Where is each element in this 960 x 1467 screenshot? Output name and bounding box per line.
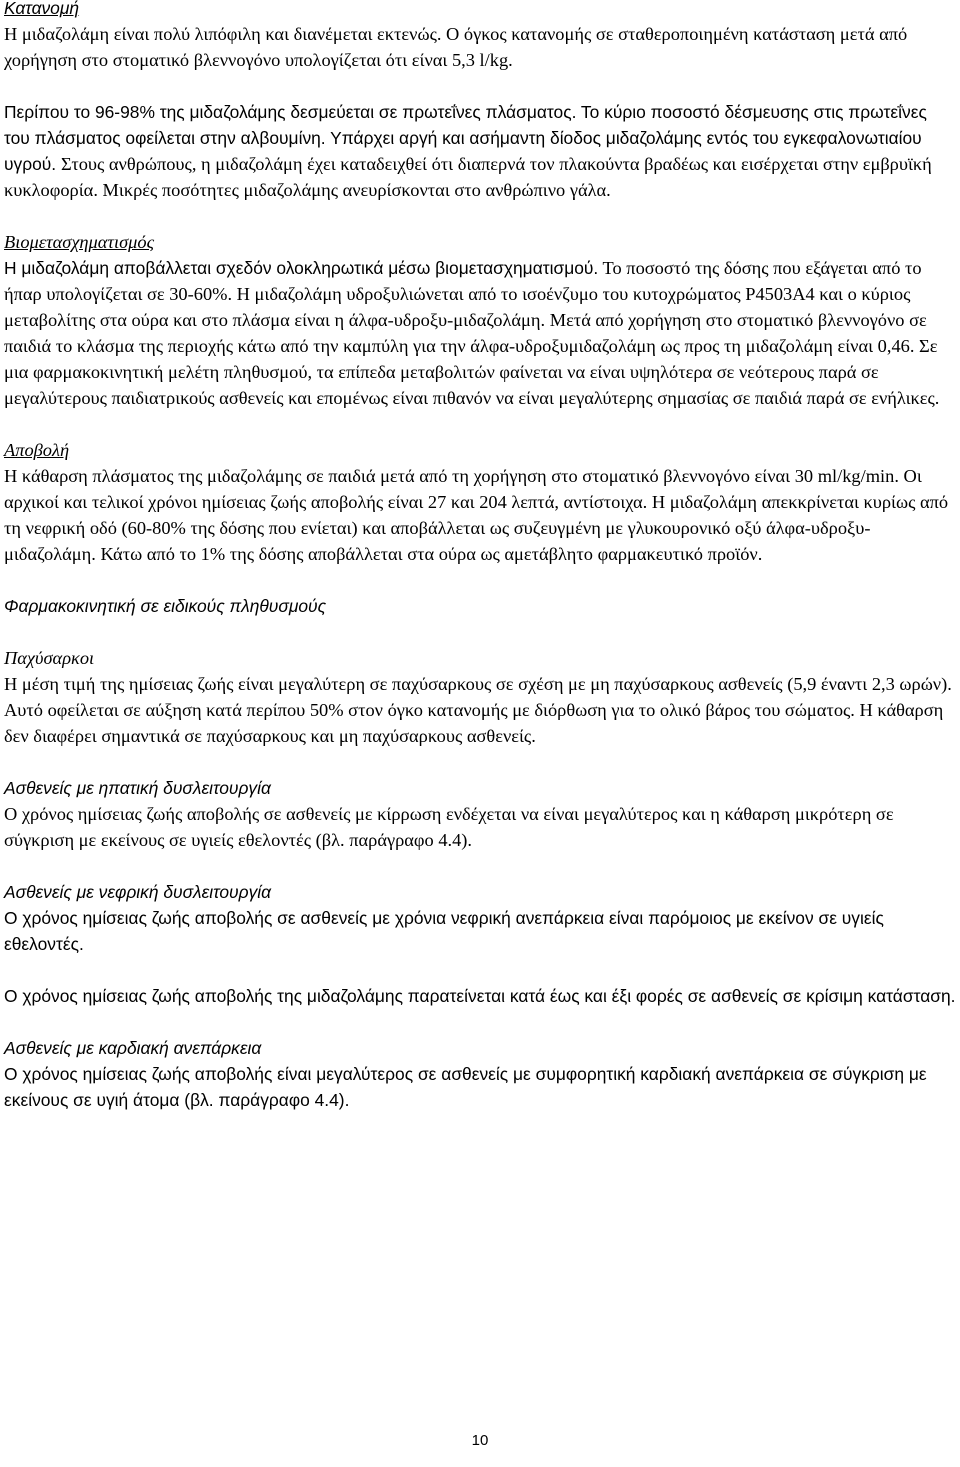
distribution-paragraph-2-sans: Περίπου το 96-98% της μιδαζολάμης δεσμεύεται σε πρωτεΐνες πλάσματος. Το κύριο ποσοστό δέσμευσης στις πρωτεΐνες του πλάσματος οφείλεται στην αλβουμίνη. Υπάρχει αργή και ασήμαντη δίοδος μιδαζολάμης εντός του εγκεφαλονωτιαίου υγρού. (4, 102, 927, 174)
cardiac-section (0, 1035, 958, 1113)
obese-section (0, 645, 958, 749)
cardiac-paragraph: Ο χρόνος ημίσειας ζωής αποβολής είναι μεγαλύτερος σε ασθενείς με συμφορητική καρδιακή ανεπάρκεια σε σύγκριση με εκείνους σε υγιή άτομα (βλ. παράγραφο 4.4). (4, 1064, 927, 1110)
hepatic-heading: Ασθενείς με ηπατική δυσλειτουργία (4, 778, 271, 798)
renal-section (0, 879, 958, 957)
renal-heading: Ασθενείς με νεφρική δυσλειτουργία (4, 882, 272, 902)
elimination-heading: Αποβολή (4, 440, 70, 460)
hepatic-paragraph: Ο χρόνος ημίσειας ζωής αποβολής σε ασθενείς με κίρρωση ενδέχεται να είναι μεγαλύτερος και η κάθαρση μικρότερη σε σύγκριση με εκείνους σε υγιείς εθελοντές (βλ. παράγραφο 4.4). (4, 804, 894, 850)
distribution-paragraph-2 (4, 99, 956, 203)
biotransformation-heading: Βιομετασχηματισμός (4, 232, 155, 252)
distribution-section (0, 0, 958, 203)
obese-paragraph: Η μέση τιμή της ημίσειας ζωής είναι μεγαλύτερη σε παχύσαρκους σε σχέση με μη παχύσαρκους ασθενείς (5,9 έναντι 2,3 ωρών). Αυτό οφείλεται σε αύξηση κατά περίπου 50% στον όγκο κατανομής με διόρθωση για το ολικό βάρος του σώματος. Η κάθαρση δεν διαφέρει σημαντικά σε παχύσαρκους και μη παχύσαρκους ασθενείς. (4, 674, 952, 746)
special-populations-section (0, 593, 958, 619)
special-populations-heading: Φαρμακοκινητική σε ειδικούς πληθυσμούς (4, 596, 327, 616)
distribution-heading: Κατανομή (4, 0, 80, 18)
critical-paragraph: Ο χρόνος ημίσειας ζωής αποβολής της μιδαζολάμης παρατείνεται κατά έως και έξι φορές σε ασθενείς σε κρίσιμη κατάσταση. (4, 986, 956, 1006)
renal-paragraph: Ο χρόνος ημίσειας ζωής αποβολής σε ασθενείς με χρόνια νεφρική ανεπάρκεια είναι παρόμοιος με εκείνον σε υγιείς εθελοντές. (4, 908, 884, 954)
distribution-paragraph-1: Η μιδαζολάμη είναι πολύ λιπόφιλη και διανέμεται εκτενώς. Ο όγκος κατανομής σε σταθεροποιημένη κατάσταση μετά από χορήγηση στο στοματικό βλεννογόνο υπολογίζεται ότι είναι 5,3 l/kg. (4, 24, 908, 70)
elimination-paragraph: Η κάθαρση πλάσματος της μιδαζολάμης σε παιδιά μετά από τη χορήγηση στο στοματικό βλεννογόνο είναι 30 ml/kg/min. Οι αρχικοί και τελικοί χρόνοι ημίσειας ζωής αποβολής είναι 27 και 204 λεπτά, αντίστοιχα. Η μιδαζολάμη απεκκρίνεται κυρίως από τη νεφρική οδό (60-80% της δόσης που ενίεται) και αποβάλλεται ως συζευγμένη με γλυκουρονικό οξύ άλφα-υδροξυ-μιδαζολάμη. Κάτω από το 1% της δόσης αποβάλλεται στα ούρα ως αμετάβλητο φαρμακευτικό προϊόν. (4, 466, 949, 564)
biotransformation-paragraph (4, 255, 956, 411)
biotransformation-paragraph-serif: Το ποσοστό της δόσης που εξάγεται από το ήπαρ υπολογίζεται σε 30-60%. Η μιδαζολάμη υδροξυλιώνεται από το ισοένζυμο του κυτοχρώματος P4503A4 και ο κύριος μεταβολίτης στα ούρα και στο πλάσμα είναι η άλφα-υδροξυ-μιδαζολάμη. Μετά από χορήγηση στο στοματικό βλεννογόνο σε παιδιά το κλάσμα της περιοχής κάτω από την καμπύλη για την άλφα-υδροξυμιδαζολάμη ως προς τη μιδαζολάμη είναι 0,46. Σε μια φαρμακοκινητική μελέτη πληθυσμού, τα επίπεδα μεταβολιτών φαίνεται να είναι υψηλότερα σε νεότερους παρά σε μεγαλύτερους παιδιατρικούς ασθενείς και επομένως είναι πιθανόν να είναι μεγαλύτερης σημασίας σε παιδιά παρά σε ενήλικες. (4, 258, 940, 408)
biotransformation-paragraph-sans: Η μιδαζολάμη αποβάλλεται σχεδόν ολοκληρωτικά μέσω βιομετασχηματισμού. (4, 258, 599, 278)
distribution-paragraph-2-serif: Στους ανθρώπους, η μιδαζολάμη έχει καταδειχθεί ότι διαπερνά τον πλακούντα βραδέως και εισέρχεται στην εμβρυϊκή κυκλοφορία. Μικρές ποσότητες μιδαζολάμης ανευρίσκονται στο ανθρώπινο γάλα. (4, 154, 932, 200)
hepatic-section (0, 775, 958, 853)
cardiac-heading: Ασθενείς με καρδιακή ανεπάρκεια (4, 1038, 262, 1058)
critical-section (0, 983, 958, 1009)
biotransformation-section (0, 229, 958, 411)
obese-heading: Παχύσαρκοι (4, 648, 95, 668)
page-number: 10 (471, 1432, 489, 1449)
elimination-section (0, 437, 958, 567)
